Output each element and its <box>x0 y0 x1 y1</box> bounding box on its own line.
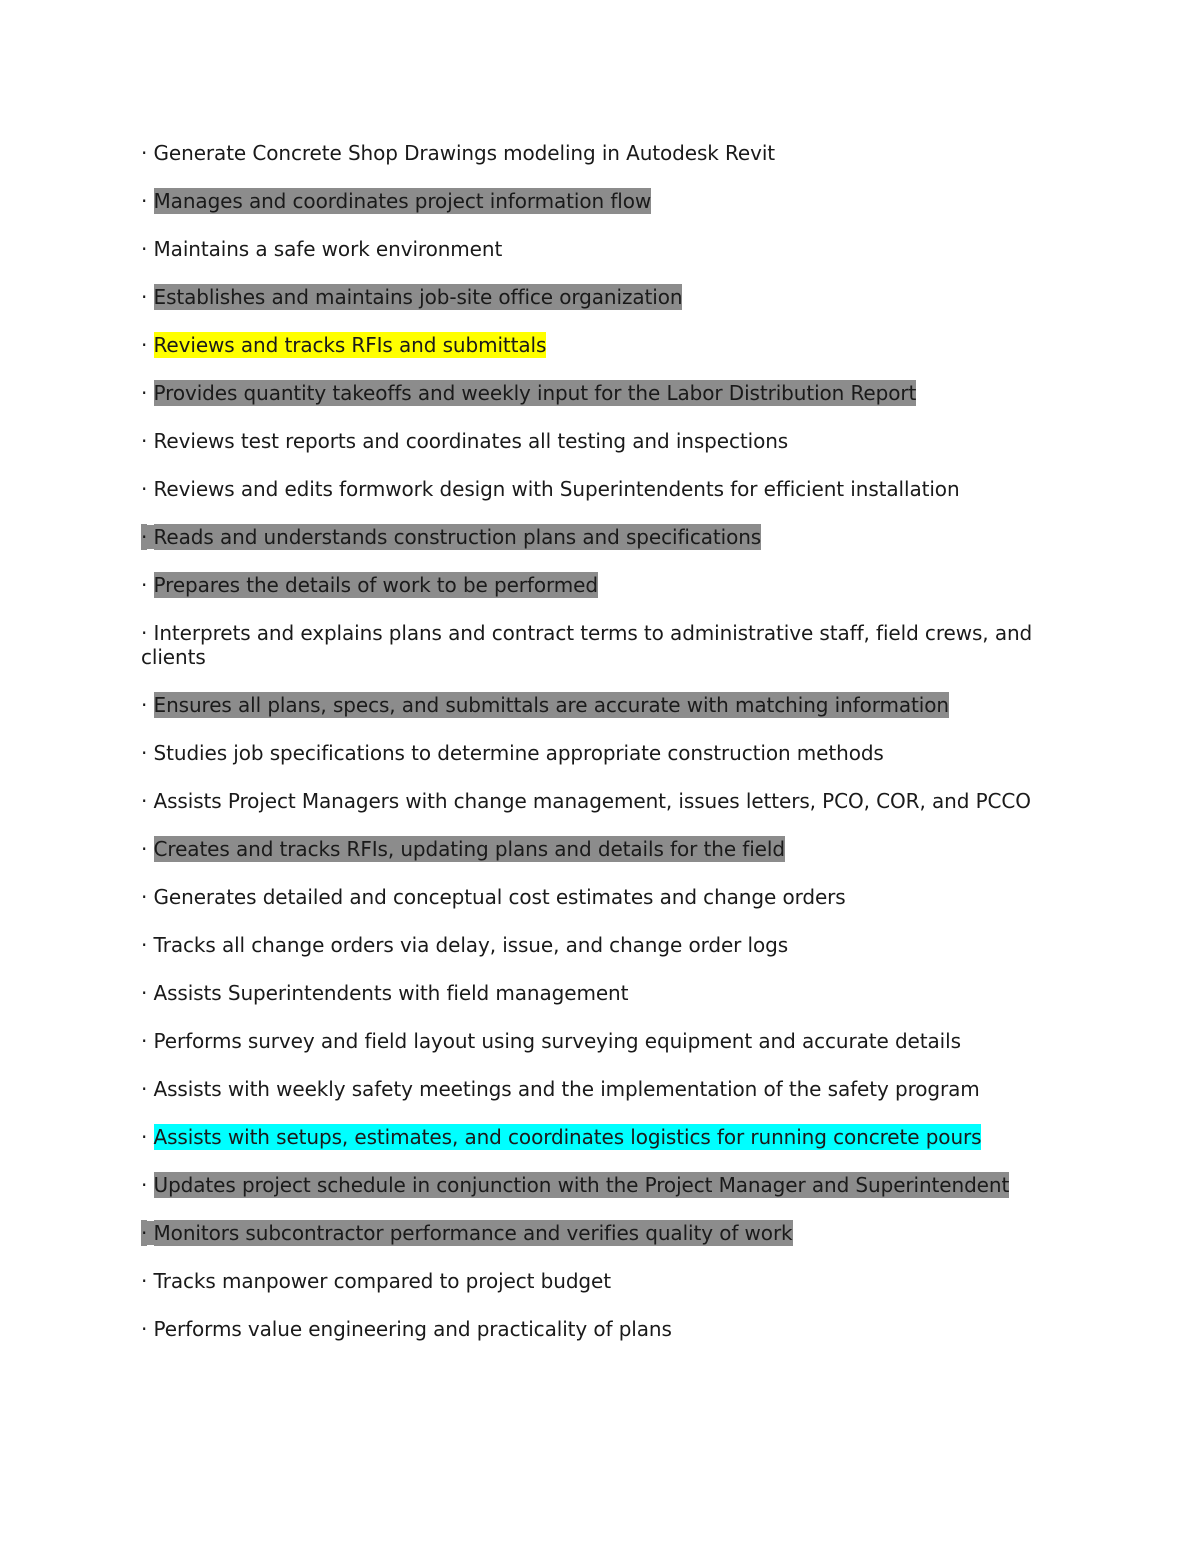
bullet: · <box>141 621 148 645</box>
bullet: · <box>141 285 148 309</box>
list-item <box>141 333 1061 357</box>
list-item <box>141 1125 1061 1149</box>
list-item <box>141 933 1061 957</box>
bullet: · <box>141 885 148 909</box>
list-item <box>141 885 1061 909</box>
list-item <box>141 837 1061 861</box>
bullet: · <box>141 477 148 501</box>
bullet: · <box>141 333 148 357</box>
bullet: · <box>141 237 148 261</box>
list-item-text: Prepares the details of work to be performed <box>153 573 598 597</box>
list-item-text: Monitors subcontractor performance and verifies quality of work <box>153 1221 793 1245</box>
bullet: · <box>141 1125 148 1149</box>
list-item-text: Performs value engineering and practicality of plans <box>153 1317 672 1341</box>
bullet: · <box>141 741 148 765</box>
list-item-text: Studies job specifications to determine appropriate construction methods <box>153 741 884 765</box>
list-item <box>141 789 1061 813</box>
list-item <box>141 381 1061 405</box>
list-item-text: Reads and understands construction plans and specifications <box>153 525 762 549</box>
list-item <box>141 573 1061 597</box>
list-item <box>141 741 1061 765</box>
bullet: · <box>141 837 148 861</box>
list-item-text: Generate Concrete Shop Drawings modeling in Autodesk Revit <box>153 141 776 165</box>
bullet: · <box>141 1029 148 1053</box>
list-item-text: Updates project schedule in conjunction with the Project Manager and Superintendent <box>153 1173 1010 1197</box>
list-item-text: Assists Superintendents with field management <box>153 981 629 1005</box>
bullet: · <box>141 1173 148 1197</box>
list-item <box>141 429 1061 453</box>
bullet: · <box>141 429 148 453</box>
bullet: · <box>141 693 148 717</box>
list-item-text: Interprets and explains plans and contract terms to administrative staff, field crews, and clients <box>141 621 1033 669</box>
list-item <box>141 189 1061 213</box>
list-item-text: Creates and tracks RFIs, updating plans and details for the field <box>153 837 785 861</box>
list-item <box>141 1269 1061 1293</box>
list-item-text: Establishes and maintains job-site office organization <box>153 285 683 309</box>
list-item-text: Ensures all plans, specs, and submittals are accurate with matching information <box>153 693 949 717</box>
list-item <box>141 1317 1061 1341</box>
list-item-text: Reviews test reports and coordinates all testing and inspections <box>153 429 789 453</box>
list-item-text: Manages and coordinates project information flow <box>153 189 652 213</box>
bullet: · <box>141 525 148 549</box>
list-item-text: Assists with setups, estimates, and coordinates logistics for running concrete pours <box>153 1125 982 1149</box>
list-item <box>141 237 1061 261</box>
bullet: · <box>141 141 148 165</box>
list-item-text: Performs survey and field layout using surveying equipment and accurate details <box>153 1029 961 1053</box>
list-item-text: Assists Project Managers with change management, issues letters, PCO, COR, and PCCO <box>153 789 1031 813</box>
list-item <box>141 621 1061 669</box>
list-item <box>141 1221 1061 1245</box>
list-item <box>141 1029 1061 1053</box>
bullet: · <box>141 1269 148 1293</box>
bullet: · <box>141 933 148 957</box>
list-item-text: Reviews and edits formwork design with Superintendents for efficient installation <box>153 477 960 501</box>
list-item <box>141 525 1061 549</box>
list-item <box>141 981 1061 1005</box>
list-item-text: Reviews and tracks RFIs and submittals <box>153 333 547 357</box>
responsibilities-list <box>141 141 1061 1365</box>
list-item-text: Tracks all change orders via delay, issue, and change order logs <box>153 933 789 957</box>
list-item <box>141 477 1061 501</box>
list-item <box>141 1173 1061 1197</box>
bullet: · <box>141 1317 148 1341</box>
list-item-text: Maintains a safe work environment <box>153 237 503 261</box>
bullet: · <box>141 189 148 213</box>
list-item-text: Assists with weekly safety meetings and the implementation of the safety program <box>153 1077 980 1101</box>
list-item <box>141 141 1061 165</box>
list-item-text: Provides quantity takeoffs and weekly input for the Labor Distribution Report <box>153 381 917 405</box>
bullet: · <box>141 981 148 1005</box>
list-item <box>141 693 1061 717</box>
list-item <box>141 1077 1061 1101</box>
bullet: · <box>141 789 148 813</box>
list-item-text: Generates detailed and conceptual cost estimates and change orders <box>153 885 846 909</box>
bullet: · <box>141 381 148 405</box>
bullet: · <box>141 1077 148 1101</box>
list-item-text: Tracks manpower compared to project budget <box>153 1269 611 1293</box>
bullet: · <box>141 573 148 597</box>
list-item <box>141 285 1061 309</box>
bullet: · <box>141 1221 148 1245</box>
